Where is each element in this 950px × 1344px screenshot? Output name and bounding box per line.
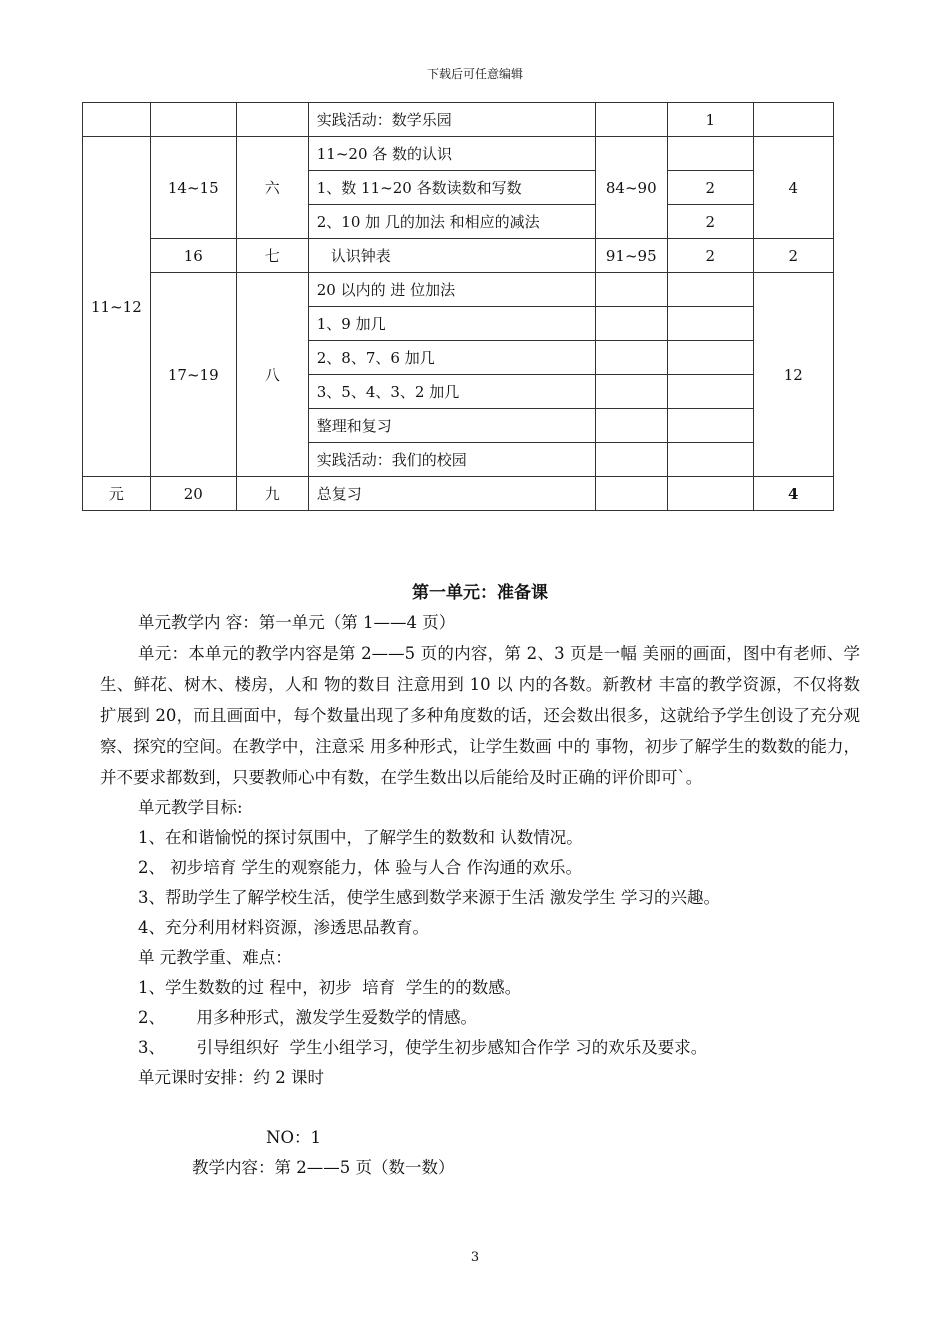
key-point-item: 3、 引导组织好 学生小组学习，使学生初步感知合作学 习的欢乐及要求。 <box>138 1038 708 1057</box>
unit-cell: 八 <box>236 273 308 477</box>
goal-item: 1、在和谐愉悦的探讨氛围中，了解学生的数数和 认数情况。 <box>138 828 583 847</box>
document-body <box>100 578 860 1183</box>
schedule-table <box>82 102 834 511</box>
goals-title: 单元教学目标: <box>138 798 243 817</box>
total-cell: 12 <box>753 273 833 477</box>
table-row <box>83 477 834 511</box>
hours-cell <box>667 375 753 409</box>
unit-cell: 七 <box>236 239 308 273</box>
content-cell: 2、8、7、6 加几 <box>308 341 595 375</box>
hours-cell <box>667 443 753 477</box>
unit-content-line: 单元教学内 容：第一单元（第 1——4 页） <box>138 613 456 632</box>
table-cell: 实践活动：数学乐园 <box>308 103 595 137</box>
table-row <box>83 239 834 273</box>
days-cell: 16 <box>150 239 236 273</box>
table-cell <box>595 103 667 137</box>
total-cell: 4 <box>753 477 833 511</box>
content-cell: 1、9 加几 <box>308 307 595 341</box>
total-cell: 4 <box>753 137 833 239</box>
content-cell: 2、10 加 几的加法 和相应的减法 <box>308 205 595 239</box>
content-cell: 认识钟表 <box>308 239 595 273</box>
unit-cell: 九 <box>236 477 308 511</box>
table-cell <box>83 103 151 137</box>
goal-item: 2、 初步培育 学生的观察能力，体 验与人合 作沟通的欢乐。 <box>138 858 582 877</box>
key-point-item: 1、学生数数的过 程中，初步 培育 学生的的数感。 <box>138 978 522 997</box>
content-cell: 总复习 <box>308 477 595 511</box>
key-point-item: 2、 用多种形式，激发学生爱数学的情感。 <box>138 1008 477 1027</box>
unit-paragraph: 单元：本单元的教学内容是第 2——5 页的内容，第 2、3 页是一幅 美丽的画面，图中有老师、学生、鲜花、树木、楼房，人和 物的数目 注意用到 10 以 内的各数。新教材 丰富的教学资源，不仅将数扩展到 20，而且画面中，每个数量出现了多种角度数的话，还会数出很多，这就给予学生创设了充分观察、探究的空间。在教学中，注意采 用多种形式，让学生数画 中的 事物，初步了解学生的数数的能力，并不要求都数到，只要教师心中有数，在学生数出以后能给及时正确的评价即可`。 <box>100 644 860 787</box>
lesson-content: 教学内容：第 2——5 页（数一数） <box>192 1158 455 1177</box>
content-cell: 1、数 11~20 各数读数和写数 <box>308 171 595 205</box>
goal-item: 3、帮助学生了解学校生活，使学生感到数学来源于生活 激发学生 学习的兴趣。 <box>138 888 720 907</box>
hours-cell <box>667 477 753 511</box>
key-points-title: 单 元教学重、难点： <box>138 948 292 967</box>
table-cell <box>150 103 236 137</box>
goal-item: 4、充分利用材料资源，渗透思品教育。 <box>138 918 429 937</box>
table-cell <box>753 103 833 137</box>
hours-cell: 2 <box>667 205 753 239</box>
content-cell: 实践活动：我们的校园 <box>308 443 595 477</box>
total-cell: 2 <box>753 239 833 273</box>
content-cell: 整理和复习 <box>308 409 595 443</box>
weeks-cell: 元 <box>83 477 151 511</box>
hours-cell <box>667 409 753 443</box>
pages-cell <box>595 477 667 511</box>
lesson-number: NO：1 <box>266 1128 321 1147</box>
content-cell: 20 以内的 进 位加法 <box>308 273 595 307</box>
hours-cell: 2 <box>667 239 753 273</box>
days-cell: 17~19 <box>150 273 236 477</box>
hours-cell <box>667 341 753 375</box>
pages-cell <box>595 443 667 477</box>
table-row <box>83 103 834 137</box>
hours-cell <box>667 273 753 307</box>
hours-cell <box>667 307 753 341</box>
pages-cell <box>595 273 667 307</box>
unit-cell: 六 <box>236 137 308 239</box>
section-title: 第一单元：准备课 <box>412 583 548 603</box>
pages-cell <box>595 375 667 409</box>
pages-cell: 91~95 <box>595 239 667 273</box>
pages-cell: 84~90 <box>595 137 667 239</box>
page-number: 3 <box>470 1250 480 1265</box>
hours-cell <box>667 137 753 171</box>
table-cell: 1 <box>667 103 753 137</box>
table-row <box>83 137 834 171</box>
pages-cell <box>595 307 667 341</box>
class-hours-line: 单元课时安排：约 2 课时 <box>138 1068 324 1087</box>
days-cell: 14~15 <box>150 137 236 239</box>
content-cell: 3、5、4、3、2 加几 <box>308 375 595 409</box>
content-cell: 11~20 各 数的认识 <box>308 137 595 171</box>
hours-cell: 2 <box>667 171 753 205</box>
days-cell: 20 <box>150 477 236 511</box>
page-header: 下载后可任意编辑 <box>426 67 523 81</box>
table-cell <box>236 103 308 137</box>
pages-cell <box>595 341 667 375</box>
weeks-cell: 11~12 <box>83 137 151 477</box>
pages-cell <box>595 409 667 443</box>
table-row <box>83 273 834 307</box>
